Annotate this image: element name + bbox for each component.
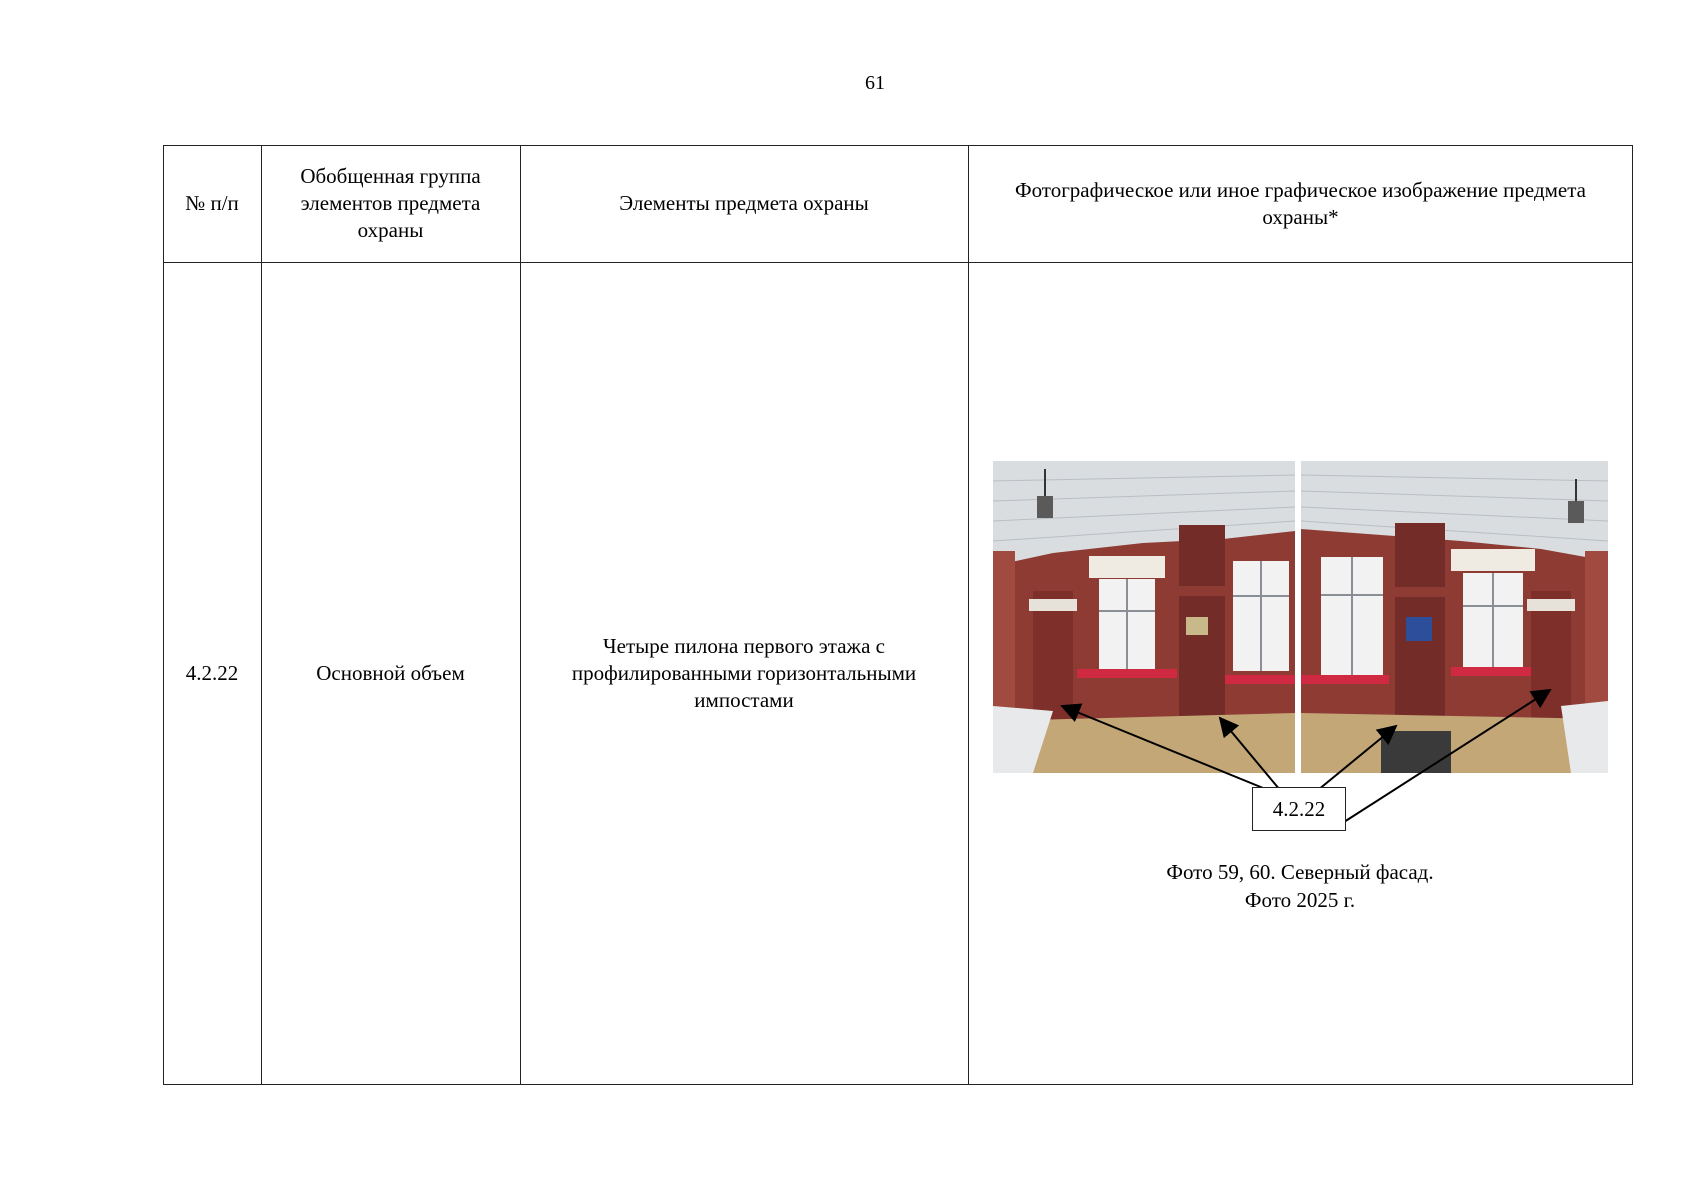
row-num: 4.2.22	[185, 661, 239, 685]
row-group: Основной объем	[316, 661, 465, 685]
header-image: Фотографическое или иное графическое изображение предмета охраны*	[1014, 177, 1586, 229]
callout-label: 4.2.22	[1252, 787, 1346, 831]
caption-line-1: Фото 59, 60. Северный фасад.	[1166, 860, 1434, 884]
caption-line-2: Фото 2025 г.	[1244, 888, 1356, 912]
page-number: 61	[865, 72, 885, 94]
header-num: № п/п	[185, 191, 239, 215]
header-group: Обобщенная группа элементов предмета охраны	[300, 164, 481, 242]
row-elements: Четыре пилона первого этажа с профилированными горизонтальными импостами	[571, 634, 917, 712]
header-elements: Элементы предмета охраны	[619, 191, 869, 215]
photo-caption	[1070, 858, 1530, 914]
